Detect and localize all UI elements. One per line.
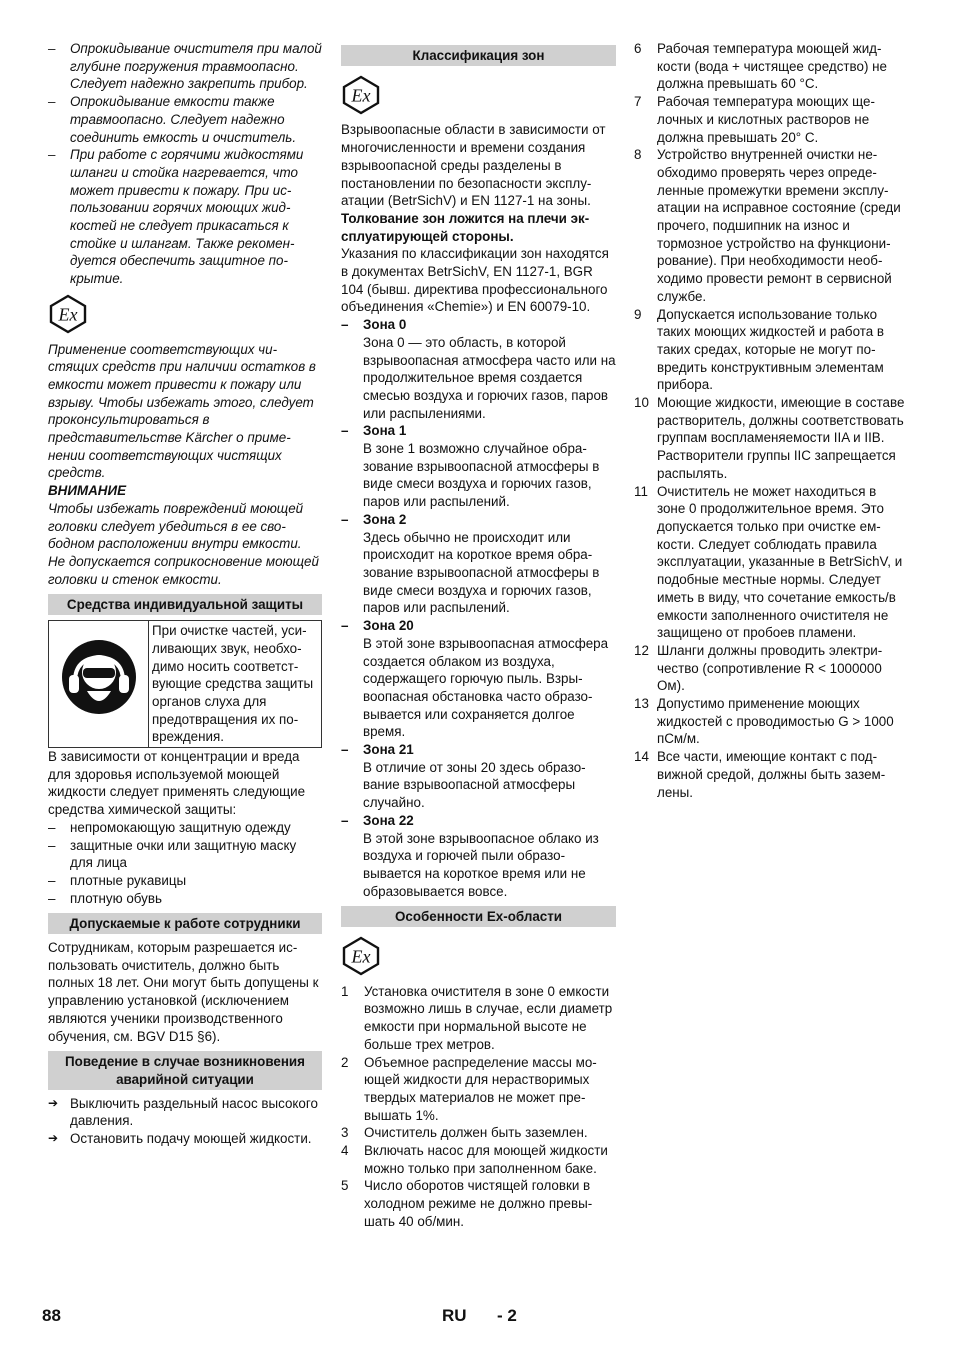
- zone-item: – Зона 0 Зона 0 — это область, в которой взрывоопасная атмосфера часто или на продолжительное время создается смесью воздуха и горючих газов, паров или распылениями.: [341, 317, 616, 421]
- emergency-step: ➔ Выключить раздельный насос высокого давления.: [48, 1095, 318, 1129]
- zones-heading: Классификация зон: [341, 45, 616, 66]
- ppe-box-text: При очистке частей, усиливающих звук, необходимо носить соответствующие средства защиты органов слуха для предотвращения их повреждения.: [152, 623, 314, 745]
- zone-item: – Зона 20 В этой зоне взрывоопасная атмосфера создается облаком из воздуха, содержащего горючую пыль. Взрывоопасная обстановка часто образовывается или сохраняется долгое время.: [341, 618, 609, 740]
- numbered-item: 11 Очиститель не может находиться в зоне 0 продолжительное время. Это допускается только при очистке емкости. Следует соблюдать правила эксплуатации, указанные в BetrSichV, и подобные местные нормы. Следует иметь в виду, что сочетание емкость/в емкости заполненного очистителя не защищено от пробоев пламени.: [634, 483, 903, 641]
- svg-text:Ex: Ex: [58, 304, 78, 325]
- warning-item: – Опрокидывание емкости также травмоопасно. Следует надежно соединить емкость и очиститель.: [48, 94, 297, 145]
- attention-text: Чтобы избежать повреждений моющей головки следует убедиться в ее свободном расположении внутри емкости. Не допускается соприкосновение моющей головки и стенок емкости.: [48, 500, 319, 587]
- ppe-intro: В зависимости от концентрации и вреда для здоровья используемой моющей жидкости следует применять следующие средства химической защиты:: [48, 749, 306, 818]
- numbered-item: 6 Рабочая температура моющей жидкости (вода + чистящее средство) не должна превышать 60 °C.: [634, 41, 887, 92]
- ex-note: Применение соответствующих чистящих средств при наличии остатков в емкости может привести к пожару или взрыву. Чтобы избежать этого, следует проконсультироваться в представительстве Kärcher о применении соответствующих чистящих средств.: [48, 341, 316, 481]
- hearing-and-eye-protection-icon: [61, 639, 137, 715]
- ex-area-heading: Особенности Ex-области: [341, 906, 616, 927]
- ex-explosion-protection-icon: [48, 294, 88, 334]
- list-item: – плотные рукавицы: [48, 872, 187, 888]
- ppe-box: [48, 620, 322, 748]
- svg-text:Ex: Ex: [351, 85, 371, 106]
- ppe-heading: Средства индивидуальной защиты: [48, 594, 322, 615]
- numbered-item: 13 Допустимо применение моющих жидкостей с проводимостью G > 1000 пСм/м.: [634, 696, 894, 747]
- column-3: [634, 40, 906, 801]
- language-code: RU: [442, 1306, 467, 1325]
- zone-item: – Зона 1 В зоне 1 возможно случайное образование взрывоопасной атмосферы в виде смеси воздуха и горючих газов, паров или распылений.: [341, 423, 600, 510]
- numbered-item: 12 Шланги должны проводить электричество (сопротивление R < 1000000 Ом).: [634, 642, 883, 694]
- numbered-item: 9 Допускается использование только таких моющих жидкостей и работа в таких средах, которые не могут повредить конструктивным элементам прибора.: [634, 306, 885, 393]
- numbered-item: 1 Установка очистителя в зоне 0 емкости возможно лишь в случае, если диаметр емкости при нормальной высоте не больше трех метров.: [341, 983, 613, 1052]
- column-2: [341, 40, 616, 1231]
- column-1: [48, 40, 322, 1148]
- zone-item: – Зона 2 Здесь обычно не происходит или происходит на короткое время образование взрывоопасной атмосферы в виде смеси воздуха и горючих газов, паров или распылений.: [341, 511, 600, 616]
- warning-item: – Опрокидывание очистителя при малой глубине погружения травмоопасно. Следует надежно закрепить прибор.: [48, 41, 322, 92]
- zones-bold: Толкование зон ложится на плечи эксплуатирующей стороны.: [341, 210, 590, 244]
- svg-text:Ex: Ex: [351, 946, 371, 967]
- arrow-right-icon: ➔: [48, 1131, 59, 1146]
- section-number: - 2: [497, 1306, 517, 1325]
- zones-intro: Взрывоопасные области в зависимости от многочисленности и времени создания взрывоопасной среды разделены в постановлении по безопасности эксплуатации (BetrSichV) и EN 1127-1 на зоны.: [341, 122, 606, 209]
- page-number: 88: [42, 1306, 61, 1325]
- staff-heading: Допускаемые к работе сотрудники: [48, 913, 322, 934]
- numbered-item: 4 Включать насос для моющей жидкости можно только при заполненном баке.: [341, 1143, 608, 1176]
- list-item: – непромокающую защитную одежду: [48, 819, 291, 835]
- ex-explosion-protection-icon: [341, 936, 381, 976]
- list-item: – плотную обувь: [48, 890, 162, 906]
- numbered-item: 8 Устройство внутренней очистки необходимо проверять через определенные промежутки времени эксплуатации на исправное состояние (среди прочего, подшипник на износ и тормозное устройство на функционирование). При необходимости необходимо провести ремонт в сервисной службе.: [634, 147, 901, 304]
- warning-item: – При работе с горячими жидкостями шланги и стойка нагревается, что может привести к пожару. При использовании горячих моющих жидкостей не следует прикасаться к стойке и шлангам. Также рекомендуется обеспечить защитное покрытие.: [48, 147, 304, 287]
- attention-label: ВНИМАНИЕ: [48, 483, 127, 499]
- numbered-item: 7 Рабочая температура моющих щелочных и кислотных растворов не должна превышать 20° C.: [634, 94, 875, 145]
- numbered-item: 2 Объемное распределение массы моющей жидкости для нерастворимых твердых материалов не может превышать 1%.: [341, 1054, 597, 1123]
- numbered-item: 10 Моющие жидкости, имеющие в составе растворитель, должны соответствовать группам воспламеняемости IIA и IIB. Растворители группы IIC запрещается распылять.: [634, 395, 905, 481]
- numbered-item: 5 Число оборотов чистящей головки в холодном режиме не должно превышать 40 об/мин.: [341, 1178, 593, 1229]
- arrow-right-icon: ➔: [48, 1095, 59, 1110]
- staff-text: Сотрудникам, которым разрешается использовать очиститель, должно быть полных 18 лет. Они могут быть допущены к управлению установкой (исключением являются ученики производственного обучения, см. BGV D15 §6).: [48, 940, 319, 1044]
- list-item: – защитные очки или защитную маску для лица: [48, 837, 297, 871]
- zones-refs: Указания по классификации зон находятся в документах BetrSichV, EN 1127-1, BGR 104 (бывш. директива профессионального объединения «Chemie») и EN 60079-10.: [341, 246, 609, 315]
- emergency-heading: Поведение в случае возникновения аварийной ситуации: [48, 1051, 322, 1089]
- ex-explosion-protection-icon: [341, 75, 381, 115]
- numbered-item: 14 Все части, имеющие контакт с подвижной средой, должны быть заземлены.: [634, 749, 886, 800]
- zone-item: – Зона 21 В отличие от зоны 20 здесь образование взрывоопасной атмосферы случайно.: [341, 742, 586, 811]
- numbered-item: 3 Очиститель должен быть заземлен.: [341, 1125, 588, 1141]
- zone-item: – Зона 22 В этой зоне взрывоопасное облако из воздуха и горючей пыли образовывается на короткое время или не образовывается вовсе.: [341, 812, 599, 899]
- emergency-step: ➔ Остановить подачу моющей жидкости.: [48, 1131, 312, 1147]
